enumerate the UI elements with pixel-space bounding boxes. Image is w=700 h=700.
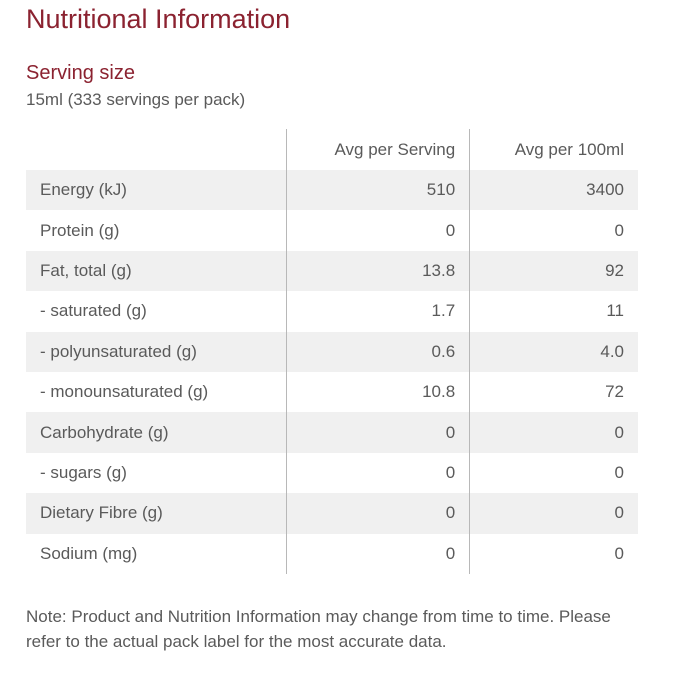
table-row [26, 170, 638, 210]
nutrient-label: Protein (g) [40, 220, 120, 240]
nutrient-label: Energy (kJ) [26, 170, 287, 210]
per-serving-value: 0 [287, 493, 470, 533]
per-100ml-value: 0 [470, 493, 638, 533]
per-serving-value: 0.6 [287, 332, 470, 372]
per-100ml-value: 0 [470, 412, 638, 452]
per-serving-value: 1.7 [287, 291, 470, 331]
page-title: Nutritional Information [26, 4, 291, 34]
per-100ml-value: 3400 [470, 170, 638, 210]
table-row [26, 251, 638, 291]
per-serving-value: 0 [287, 453, 470, 493]
per-100ml-value: 72 [470, 372, 638, 412]
table-row [26, 412, 638, 452]
table-row [26, 332, 638, 372]
per-serving-value: 0 [287, 210, 470, 250]
nutrient-label: Dietary Fibre (g) [26, 493, 287, 533]
table-row [26, 210, 638, 250]
serving-size-text: 15ml (333 servings per pack) [26, 90, 246, 109]
nutrition-table-body [26, 170, 638, 574]
disclaimer-note: Note: Product and Nutrition Information may change from time to time. Please refer to the actual pack label for the most accurate data. [26, 607, 611, 651]
per-100ml-value: 4.0 [470, 332, 638, 372]
per-100ml-value: 0 [470, 534, 638, 574]
nutrient-label: - sugars (g) [40, 462, 127, 482]
per-100ml-value: 0 [470, 453, 638, 493]
per-serving-value: 0 [287, 412, 470, 452]
table-row [26, 372, 638, 412]
nutrient-label: Sodium (mg) [40, 543, 138, 563]
nutrient-label: Carbohydrate (g) [26, 412, 287, 452]
header-cell-label [26, 129, 287, 170]
header-cell-per-serving: Avg per Serving [287, 129, 470, 170]
per-serving-value: 13.8 [287, 251, 470, 291]
table-row [26, 291, 638, 331]
table-row [26, 534, 638, 574]
per-serving-value: 510 [287, 170, 470, 210]
per-serving-value: 10.8 [287, 372, 470, 412]
per-100ml-value: 0 [470, 210, 638, 250]
nutrition-table-header [26, 129, 638, 170]
per-100ml-value: 11 [470, 291, 638, 331]
nutrient-label: Fat, total (g) [26, 251, 287, 291]
table-row [26, 453, 638, 493]
serving-size-heading: Serving size [26, 62, 135, 84]
nutrition-table [26, 129, 638, 574]
header-row [26, 129, 638, 170]
nutrient-label: - monounsaturated (g) [40, 382, 209, 402]
nutrient-label: - polyunsaturated (g) [26, 332, 287, 372]
header-cell-per-100ml: Avg per 100ml [470, 129, 638, 170]
table-row [26, 493, 638, 533]
nutrient-label: - saturated (g) [40, 301, 147, 321]
per-serving-value: 0 [287, 534, 470, 574]
per-100ml-value: 92 [470, 251, 638, 291]
